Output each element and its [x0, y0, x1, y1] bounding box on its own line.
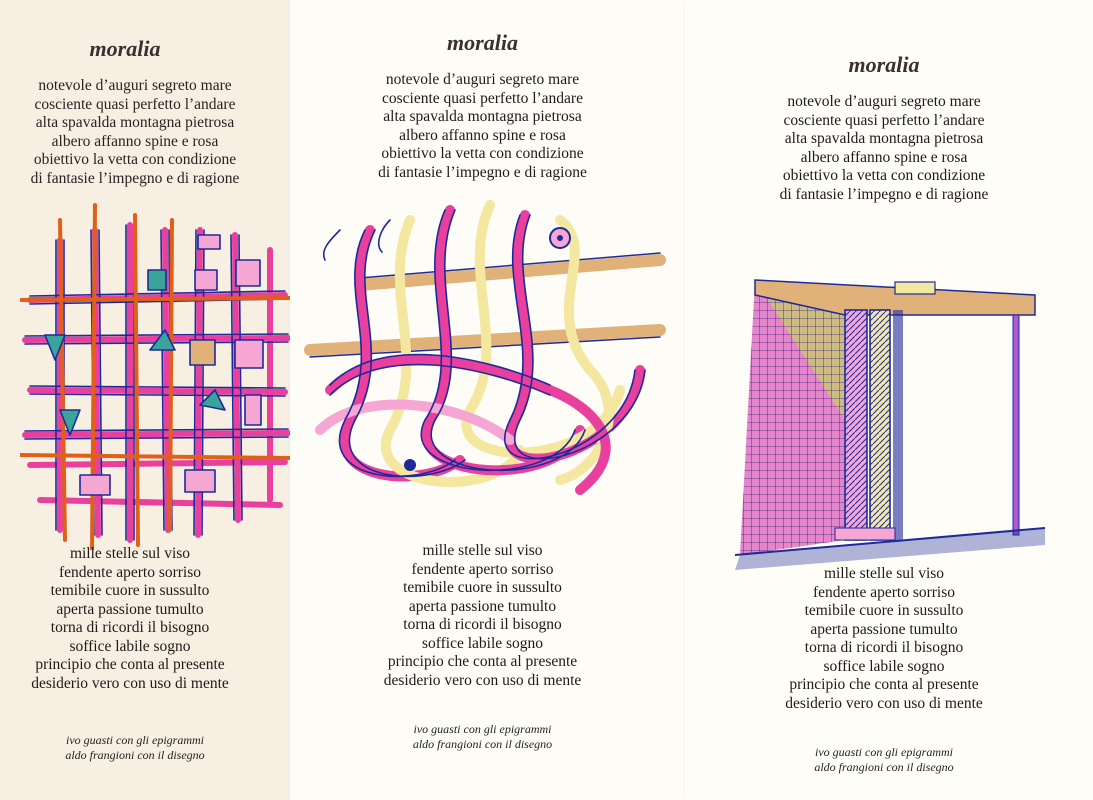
verse-line: di fantasie l’impegno e di ragione: [30, 169, 240, 187]
verse-line: obiettivo la vetta con condizione: [782, 167, 986, 184]
card-right: [685, 0, 1093, 800]
verse-line: cosciente quasi perfetto l’andare: [783, 111, 985, 129]
verse-line: soffice labile sogno: [69, 637, 191, 655]
verse-line: albero affanno spine e rosa: [51, 132, 219, 150]
verse-line: obiettivo la vetta con condizione: [381, 145, 584, 162]
verse-line: aperta passione tumulto: [56, 600, 204, 618]
verse-line: aperta passione tumulto: [810, 620, 958, 638]
doorway-drawing: [735, 270, 1045, 570]
verse-line: cosciente quasi perfetto l’andare: [382, 89, 583, 107]
verse-top: [685, 93, 1083, 204]
verse-line: notevole d’auguri segreto mare: [38, 77, 232, 94]
verse-line: di fantasie l’impegno e di ragione: [779, 185, 989, 203]
verse-line: torna di ricordi il bisogno: [804, 639, 964, 656]
verse-top: [0, 77, 280, 188]
card-title: moralia: [89, 36, 161, 61]
verse-line: desiderio vero con uso di mente: [785, 694, 983, 712]
verse-line: fendente aperto sorriso: [411, 560, 554, 578]
verse-line: albero affanno spine e rosa: [399, 126, 566, 144]
verse-line: temibile cuore in sussulto: [804, 602, 964, 619]
verse-line: notevole d’auguri segreto mare: [385, 71, 580, 88]
verse-line: mille stelle sul viso: [422, 542, 543, 559]
card-left: [0, 0, 290, 800]
verse-bottom: [0, 545, 260, 693]
credits: [0, 733, 270, 763]
card-middle: [290, 0, 685, 800]
verse-line: mille stelle sul viso: [823, 565, 945, 582]
card-title: moralia: [848, 52, 920, 77]
verse-bottom: [290, 542, 675, 690]
verse-line: desiderio vero con uso di mente: [383, 671, 582, 689]
verse-line: principio che conta al presente: [35, 656, 225, 673]
credits: [685, 745, 1083, 775]
verse-line: principio che conta al presente: [387, 653, 578, 670]
verse-line: fendente aperto sorriso: [812, 583, 956, 601]
verse-line: temibile cuore in sussulto: [50, 582, 210, 599]
verse-line: notevole d’auguri segreto mare: [787, 93, 981, 110]
credit-line: ivo guasti con gli epigrammi: [815, 745, 953, 759]
verse-line: soffice labile sogno: [421, 634, 544, 652]
verse-line: torna di ricordi il bisogno: [50, 619, 210, 636]
verse-line: alta spavalda montagna pietrosa: [784, 130, 984, 147]
verse-line: obiettivo la vetta con condizione: [33, 151, 237, 168]
verse-line: alta spavalda montagna pietrosa: [383, 108, 582, 125]
credits: [290, 722, 675, 752]
credit-line: aldo frangioni con il disegno: [412, 737, 553, 751]
verse-top: [290, 71, 675, 182]
verse-line: albero affanno spine e rosa: [800, 148, 968, 166]
wave-drawing: [300, 190, 670, 520]
verse-line: temibile cuore in sussulto: [403, 579, 562, 596]
card-title: moralia: [447, 30, 518, 55]
verse-line: desiderio vero con uso di mente: [31, 674, 229, 692]
verse-line: principio che conta al presente: [789, 676, 979, 693]
verse-bottom: [685, 565, 1083, 713]
verse-line: fendente aperto sorriso: [58, 563, 202, 581]
verse-line: cosciente quasi perfetto l’andare: [34, 95, 236, 113]
grid-drawing: [20, 200, 290, 550]
verse-line: aperta passione tumulto: [408, 597, 557, 615]
credit-line: ivo guasti con gli epigrammi: [413, 722, 552, 736]
verse-line: soffice labile sogno: [823, 657, 945, 675]
verse-line: di fantasie l’impegno e di ragione: [378, 163, 587, 181]
verse-line: alta spavalda montagna pietrosa: [35, 114, 235, 131]
verse-line: mille stelle sul viso: [69, 545, 191, 562]
credit-line: aldo frangioni con il disegno: [65, 748, 205, 762]
credit-line: ivo guasti con gli epigrammi: [66, 733, 204, 747]
credit-line: aldo frangioni con il disegno: [814, 760, 954, 774]
verse-line: torna di ricordi il bisogno: [403, 616, 562, 633]
